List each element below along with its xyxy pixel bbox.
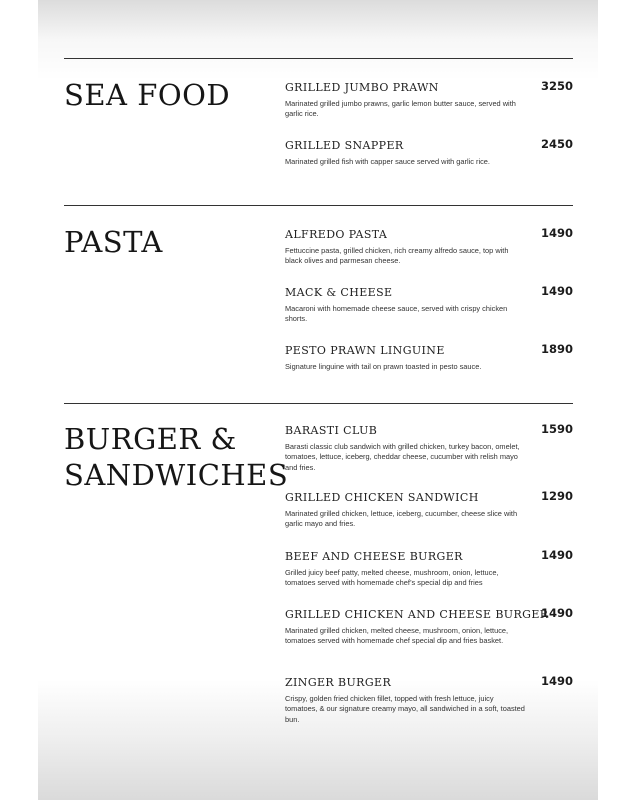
item-description: Fettuccine pasta, grilled chicken, rich creamy alfredo sauce, top with black olives and parmesan cheese. — [285, 246, 509, 266]
section-title: PASTA — [64, 225, 163, 259]
item-name: PESTO PRAWN LINGUINE — [285, 344, 445, 357]
section-seafood — [64, 58, 573, 204]
item-description: Marinated grilled jumbo prawns, garlic lemon butter sauce, served with garlic rice. — [285, 99, 516, 119]
section-burgers — [64, 403, 573, 744]
item-name: ZINGER BURGER — [285, 676, 392, 689]
menu-item — [285, 491, 573, 530]
menu-item — [285, 139, 573, 167]
menu-item — [285, 286, 573, 325]
item-description: Marinated grilled chicken, lettuce, iceberg, cucumber, cheese slice with garlic mayo and fries. — [285, 509, 518, 529]
menu-item — [285, 228, 573, 267]
item-price: 3250 — [540, 79, 573, 93]
item-description: Barasti classic club sandwich with grilled chicken, turkey bacon, omelet, tomatoes, lettuce, iceberg, cheddar cheese, cucumber with relish mayo and fries. — [285, 442, 520, 472]
item-price: 1490 — [540, 606, 573, 620]
item-price: 1490 — [540, 284, 573, 298]
menu-item — [285, 424, 573, 473]
section-title: SEA FOOD — [64, 78, 231, 112]
item-name: GRILLED SNAPPER — [285, 139, 404, 152]
menu-item — [285, 81, 573, 120]
menu-item — [285, 608, 573, 647]
item-price: 1290 — [540, 489, 573, 503]
item-description: Signature linguine with tail on prawn toasted in pesto sauce. — [285, 362, 482, 371]
item-price: 1490 — [540, 674, 573, 688]
item-description: Macaroni with homemade cheese sauce, served with crispy chicken shorts. — [285, 304, 508, 324]
menu-item — [285, 344, 573, 372]
section-pasta — [64, 205, 573, 401]
item-name: BEEF AND CHEESE BURGER — [285, 550, 463, 563]
item-price: 2450 — [540, 137, 573, 151]
item-description: Crispy, golden fried chicken fillet, topped with fresh lettuce, juicy tomatoes, & our signature creamy mayo, all sandwiched in a soft, toasted bun. — [285, 694, 525, 724]
item-name: MACK & CHEESE — [285, 286, 393, 299]
item-price: 1490 — [540, 548, 573, 562]
menu-item — [285, 676, 573, 725]
item-price: 1490 — [540, 226, 573, 240]
section-title: BURGER & SANDWICHES — [64, 422, 289, 492]
item-name: GRILLED CHICKEN AND CHEESE BURGER — [285, 608, 549, 621]
menu-item — [285, 550, 573, 589]
item-description: Marinated grilled chicken, melted cheese, mushroom, onion, lettuce, tomatoes served with homemade chef special dip and fries basket. — [285, 626, 509, 646]
item-name: ALFREDO PASTA — [285, 228, 388, 241]
item-name: GRILLED JUMBO PRAWN — [285, 81, 439, 94]
item-description: Marinated grilled fish with capper sauce served with garlic rice. — [285, 157, 490, 166]
item-description: Grilled juicy beef patty, melted cheese, mushroom, onion, lettuce, tomatoes served with homemade chef’s special dip and fries — [285, 568, 499, 588]
item-price: 1590 — [540, 422, 573, 436]
item-name: GRILLED CHICKEN SANDWICH — [285, 491, 479, 504]
item-price: 1890 — [540, 342, 573, 356]
item-name: BARASTI CLUB — [285, 424, 378, 437]
